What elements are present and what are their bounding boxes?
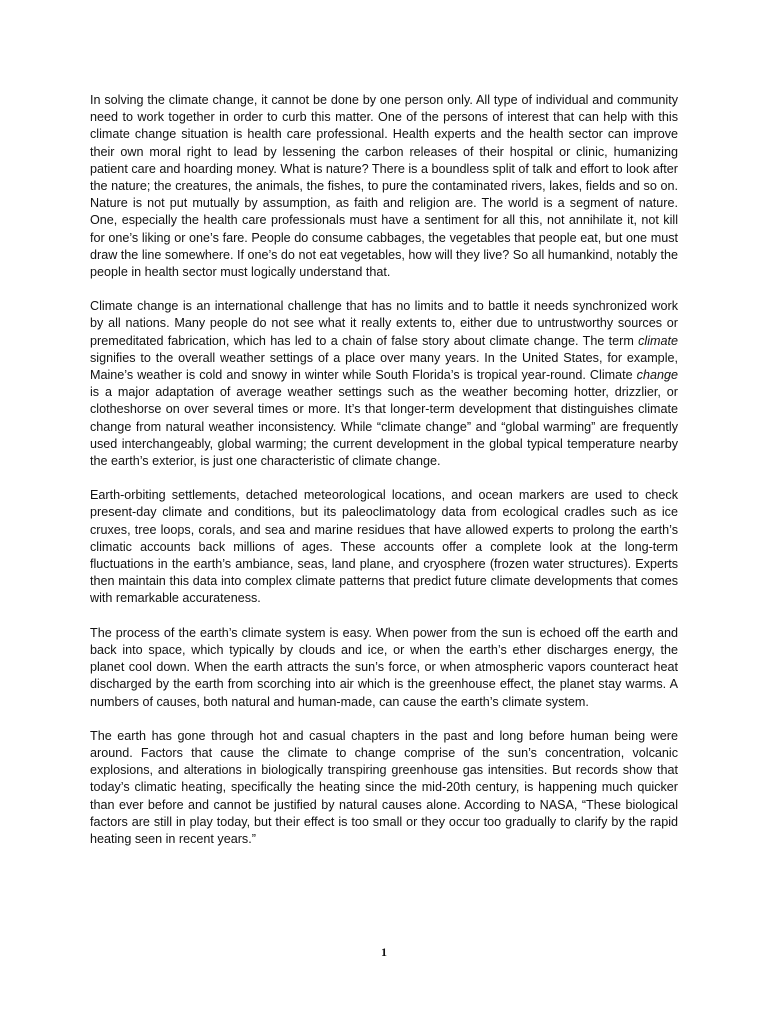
paragraph-2-italic-change: change <box>636 368 678 383</box>
paragraph-5-text: The earth has gone through hot and casual chapters in the past and long before human being were around. Factors that cause the climate to change comprise of the sun’s concentration, volcanic explosions, and alterations in biologically transpiring greenhouse gas intensities. But records show that today’s climatic heating, specifically the heating since the mid-20th century, is happening much quicker than ever before and cannot be justified by natural causes alone. According to NASA, “These biological factors are still in play today, but their effect is too small or they occur too gradually to clarify by the rapid heating seen in recent years.” <box>90 728 678 846</box>
paragraph-2-italic-climate: climate <box>638 333 678 348</box>
paragraph-2 <box>90 298 678 470</box>
paragraph-2-text-a: Climate change is an international challenge that has no limits and to battle it needs synchronized work by all nations. Many people do not see what it really extents to, either due to untrustworthy sources or premeditated fabrication, which has led to a chain of false story about climate change. The term <box>90 299 678 348</box>
page-number: 1 <box>381 945 387 959</box>
paragraph-3 <box>90 487 678 607</box>
paragraph-2-text-c: is a major adaptation of average weather settings such as the weather becoming hotter, drizzlier, or clotheshorse on over several times or more. It’s that longer-term development that distinguishes climate change from natural weather inconsistency. While “climate change” and “global warming” are frequently used interchangeably, global warming; the current development in the global typical temperature nearby the earth’s exterior, is just one characteristic of climate change. <box>90 385 678 469</box>
paragraph-4-text: The process of the earth’s climate system is easy. When power from the sun is echoed off the earth and back into space, which typically by clouds and ice, or when the earth’s ether discharges energy, the planet cool down. When the earth attracts the sun’s force, or when atmospheric vapors counteract heat discharged by the earth from scorching into air which is the greenhouse effect, the planet stay warms. A numbers of causes, both natural and human-made, can cause the earth’s climate system. <box>90 625 678 709</box>
paragraph-2-text-b: signifies to the overall weather settings of a place over many years. In the United States, for example, Maine’s weather is cold and snowy in winter while South Florida’s is tropical year-round. Climate <box>90 350 678 383</box>
paragraph-1-text: In solving the climate change, it cannot be done by one person only. All type of individual and community need to work together in order to curb this matter. One of the persons of interest that can help with this climate change situation is health care professional. Health experts and the health sector can improve their own moral right to lead by lessening the carbon releases of their hospital or clinic, humanizing patient care and hoarding money. What is nature? There is a boundless split of talk and effort to look after the nature; the creatures, the animals, the fishes, to pure the contaminated rivers, lakes, fields and so on. Nature is not put mutually by assumption, as faith and religion are. The world is a segment of nature. One, especially the health care professionals must have a sentiment for all this, not annihilate it, not kill for one’s liking or one’s fare. People do consume cabbages, the vegetables that people eat, but one must draw the line somewhere. If one’s do not eat vegetables, how will they live? So all humankind, notably the people in health sector must logically understand that. <box>90 93 678 280</box>
paragraph-3-text: Earth-orbiting settlements, detached meteorological locations, and ocean markers are used to check present-day climate and conditions, but its paleoclimatology data from ecological cradles such as ice cruxes, tree loops, corals, and sea and marine residues that have allowed experts to prolong the earth’s climatic accounts back millions of ages. These accounts offer a complete look at the long-term fluctuations in the earth’s ambiance, seas, land plane, and cryosphere (frozen water structures). Experts then maintain this data into complex climate patterns that predict future climate developments that comes with remarkable accurateness. <box>90 488 678 606</box>
paragraph-5 <box>90 728 678 848</box>
document-page <box>90 92 678 865</box>
paragraph-1 <box>90 92 678 281</box>
paragraph-4 <box>90 625 678 711</box>
